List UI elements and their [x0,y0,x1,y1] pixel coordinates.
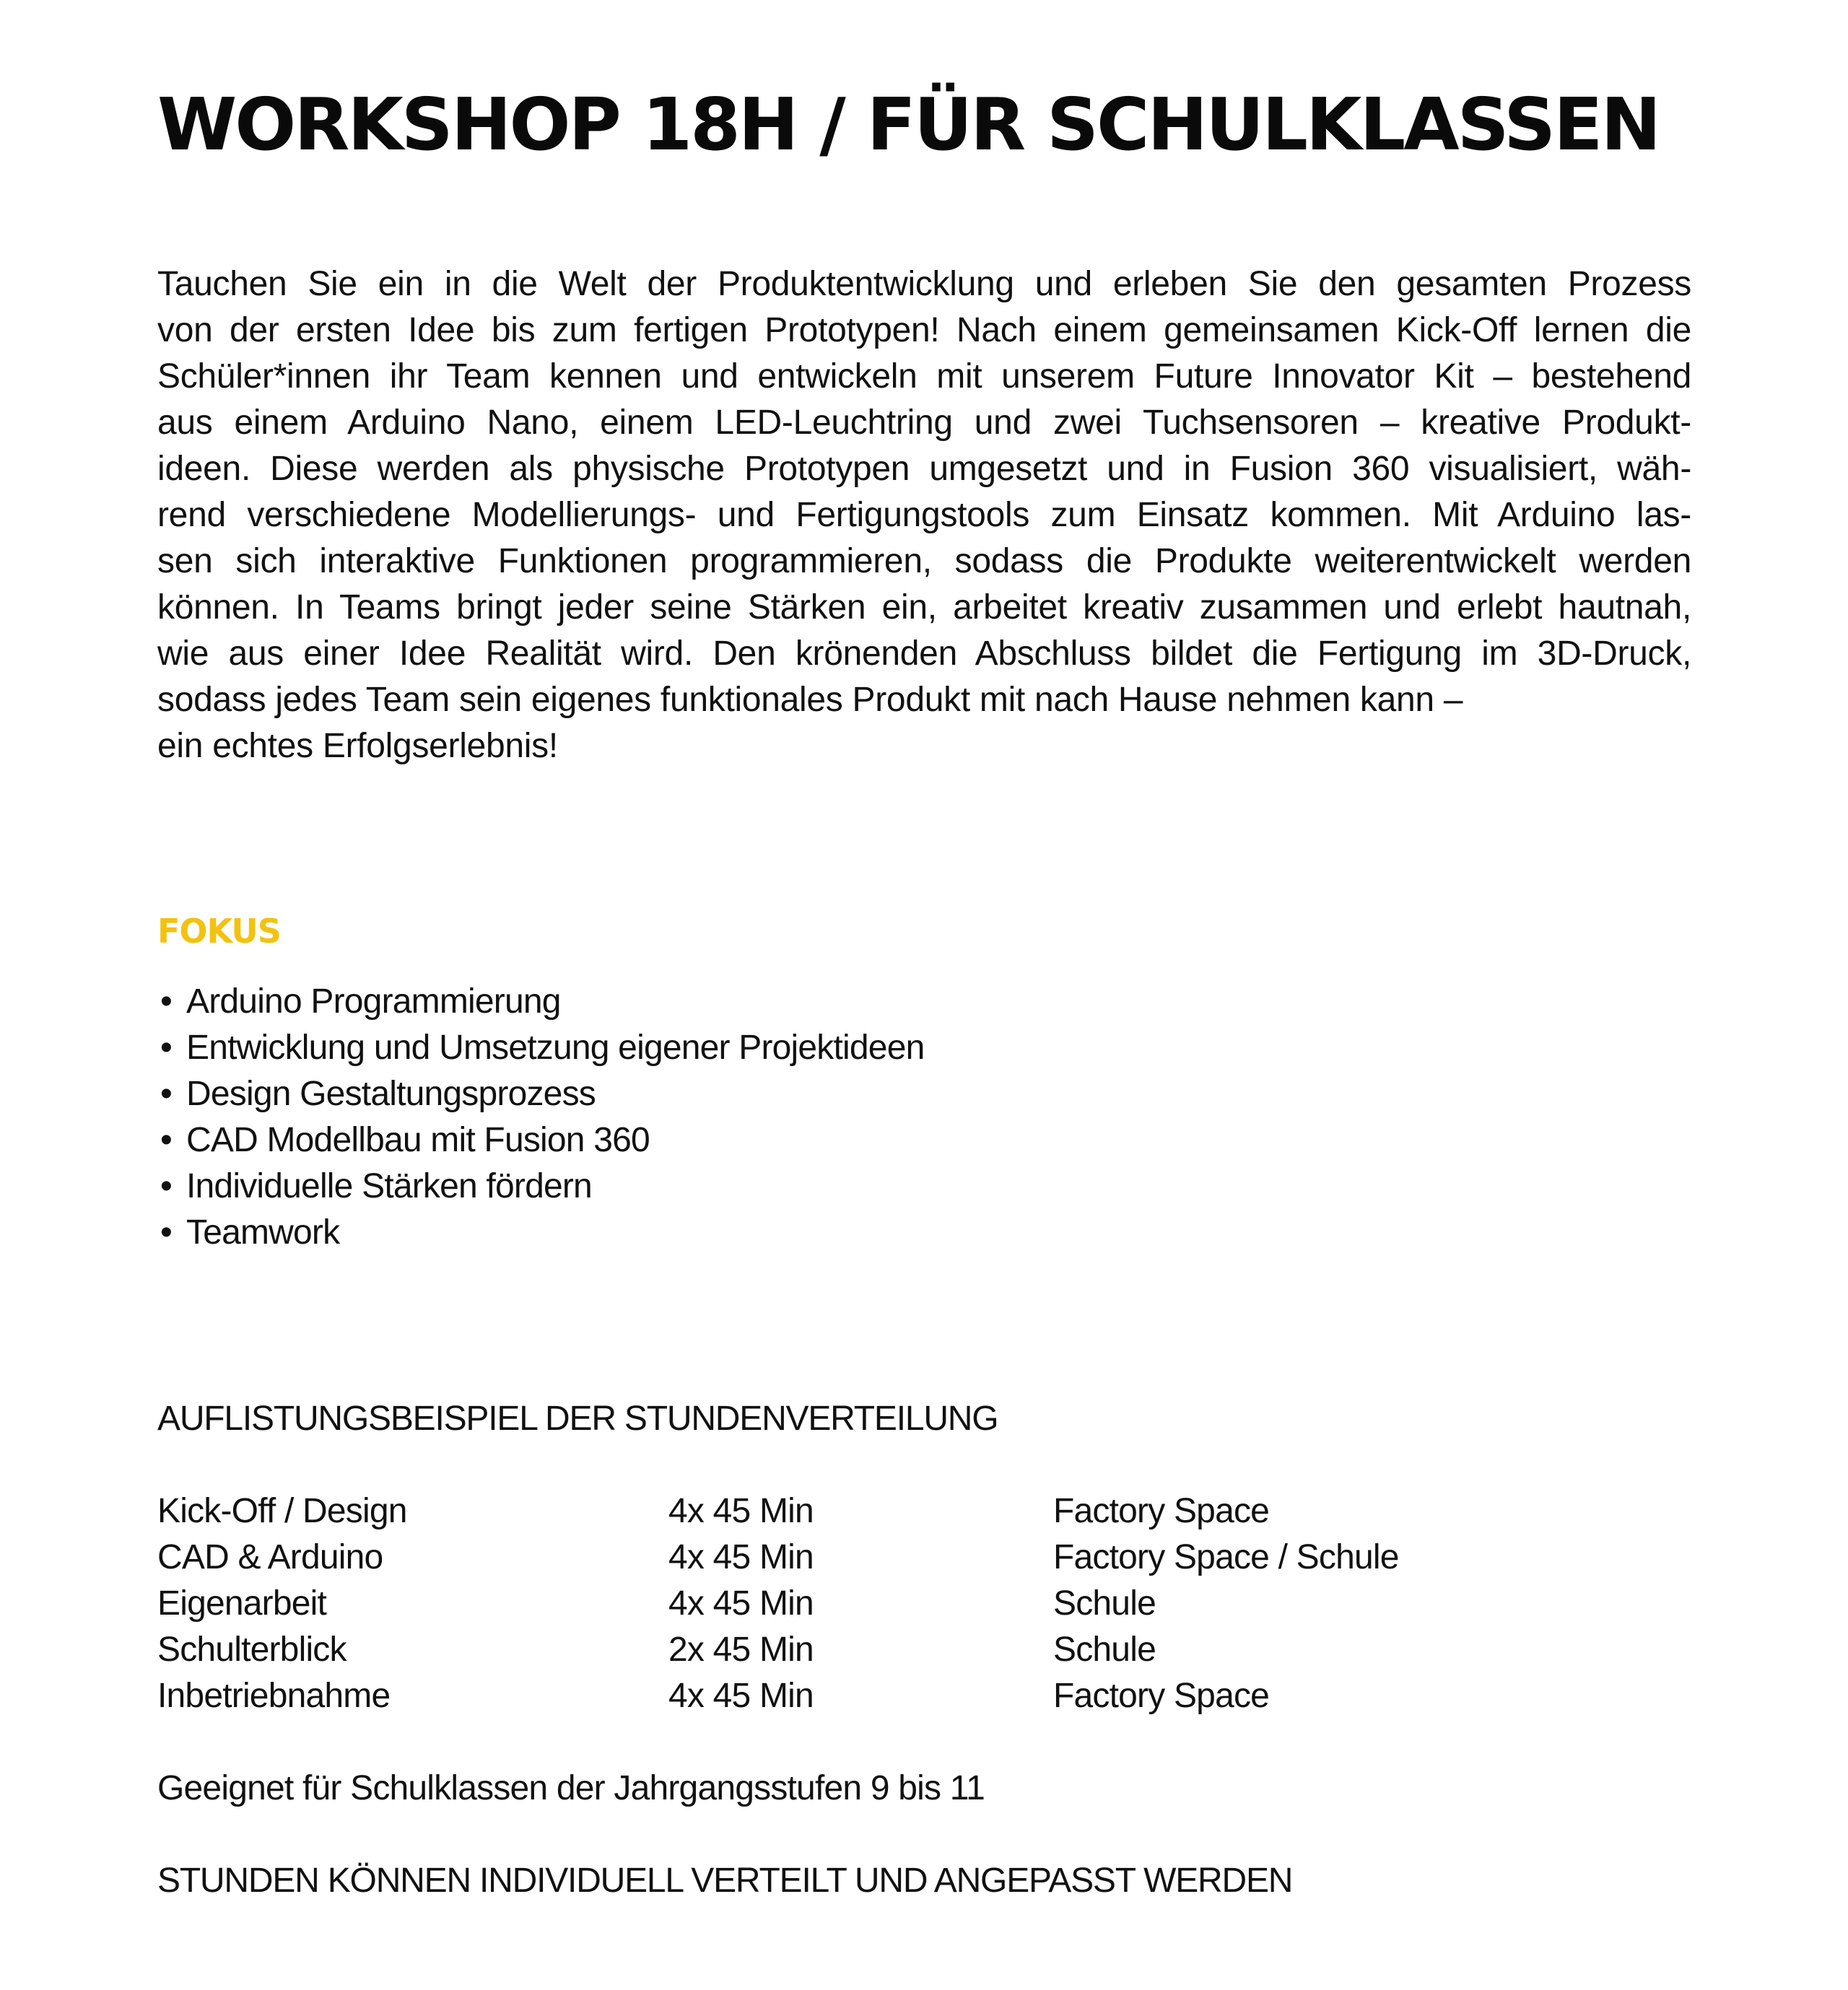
intro-line: sodass jedes Team sein eigenes funktionales Produkt mit nach Hause nehmen kann – [157,681,1463,719]
bullet-icon: • [160,982,173,1021]
bullet-icon: • [160,1167,173,1205]
location-cell: Factory Space [1053,1677,1270,1715]
intro-line: wie aus einer Idee Realität wird. Den krönenden Abschluss bildet die Fertigung im 3D-Druck, [157,634,1691,673]
activity-cell: Eigenarbeit [157,1584,327,1623]
location-cell: Schule [1053,1631,1156,1669]
focus-item [160,1210,924,1256]
schedule-heading: AUFLISTUNGSBEISPIEL DER STUNDENVERTEILUNG [157,1400,998,1438]
focus-item [160,979,924,1025]
table-row [157,1627,1601,1673]
intro-line: aus einem Arduino Nano, einem LED-Leuchtring und zwei Tuchsensoren – kreative Produkt- [157,403,1691,442]
intro-line: können. In Teams bringt jeder seine Stärken ein, arbeitet kreativ zusammen und erlebt hautnah, [157,588,1691,627]
focus-item-label: Design Gestaltungsprozess [186,1075,596,1113]
focus-heading: FOKUS [157,912,281,951]
intro-line: Schüler*innen ihr Team kennen und entwickeln mit unserem Future Innovator Kit – bestehend [157,357,1691,396]
bullet-icon: • [160,1213,173,1252]
intro-line: rend verschiedene Modellierungs- und Fertigungstools zum Einsatz kommen. Mit Arduino las- [157,496,1691,534]
location-cell: Factory Space / Schule [1053,1538,1399,1576]
intro-paragraph [157,261,1691,769]
page-title: WORKSHOP 18H / FÜR SCHULKLASSEN [157,82,1660,167]
focus-item-label: Teamwork [186,1213,340,1252]
intro-line: von der ersten Idee bis zum fertigen Prototypen! Nach einem gemeinsamen Kick-Off lernen die [157,311,1691,349]
closing-note: STUNDEN KÖNNEN INDIVIDUELL VERTEILT UND ANGEPASST WERDEN [157,1862,1293,1900]
duration-cell: 4x 45 Min [668,1492,814,1530]
location-cell: Factory Space [1053,1492,1270,1530]
focus-item [160,1164,924,1210]
intro-line: ideen. Diese werden als physische Prototypen umgesetzt und in Fusion 360 visualisiert, wäh- [157,450,1691,488]
schedule-table [157,1488,1601,1719]
activity-cell: Inbetriebnahme [157,1677,391,1715]
focus-item-label: Entwicklung und Umsetzung eigener Projektideen [186,1029,925,1067]
duration-cell: 2x 45 Min [668,1631,814,1669]
activity-cell: Kick-Off / Design [157,1492,407,1530]
duration-cell: 4x 45 Min [668,1677,814,1715]
focus-list [160,979,924,1256]
focus-item-label: CAD Modellbau mit Fusion 360 [186,1121,650,1159]
table-row [157,1535,1601,1581]
bullet-icon: • [160,1029,173,1067]
intro-line: ein echtes Erfolgserlebnis! [157,727,558,765]
intro-line: sen sich interaktive Funktionen programmieren, sodass die Produkte weiterentwickelt werden [157,542,1691,580]
table-row [157,1581,1601,1627]
activity-cell: Schulterblick [157,1631,346,1669]
activity-cell: CAD & Arduino [157,1538,383,1576]
location-cell: Schule [1053,1584,1156,1623]
focus-item-label: Arduino Programmierung [186,982,561,1021]
focus-item [160,1117,924,1164]
bullet-icon: • [160,1121,173,1159]
focus-item [160,1071,924,1117]
duration-cell: 4x 45 Min [668,1584,814,1623]
focus-item [160,1025,924,1071]
intro-line: Tauchen Sie ein in die Welt der Produktentwicklung und erleben Sie den gesamten Prozess [157,265,1691,303]
table-row [157,1488,1601,1535]
suitability-note: Geeignet für Schulklassen der Jahrgangsstufen 9 bis 11 [157,1769,985,1807]
focus-item-label: Individuelle Stärken fördern [186,1167,592,1205]
bullet-icon: • [160,1075,173,1113]
table-row [157,1673,1601,1719]
duration-cell: 4x 45 Min [668,1538,814,1576]
